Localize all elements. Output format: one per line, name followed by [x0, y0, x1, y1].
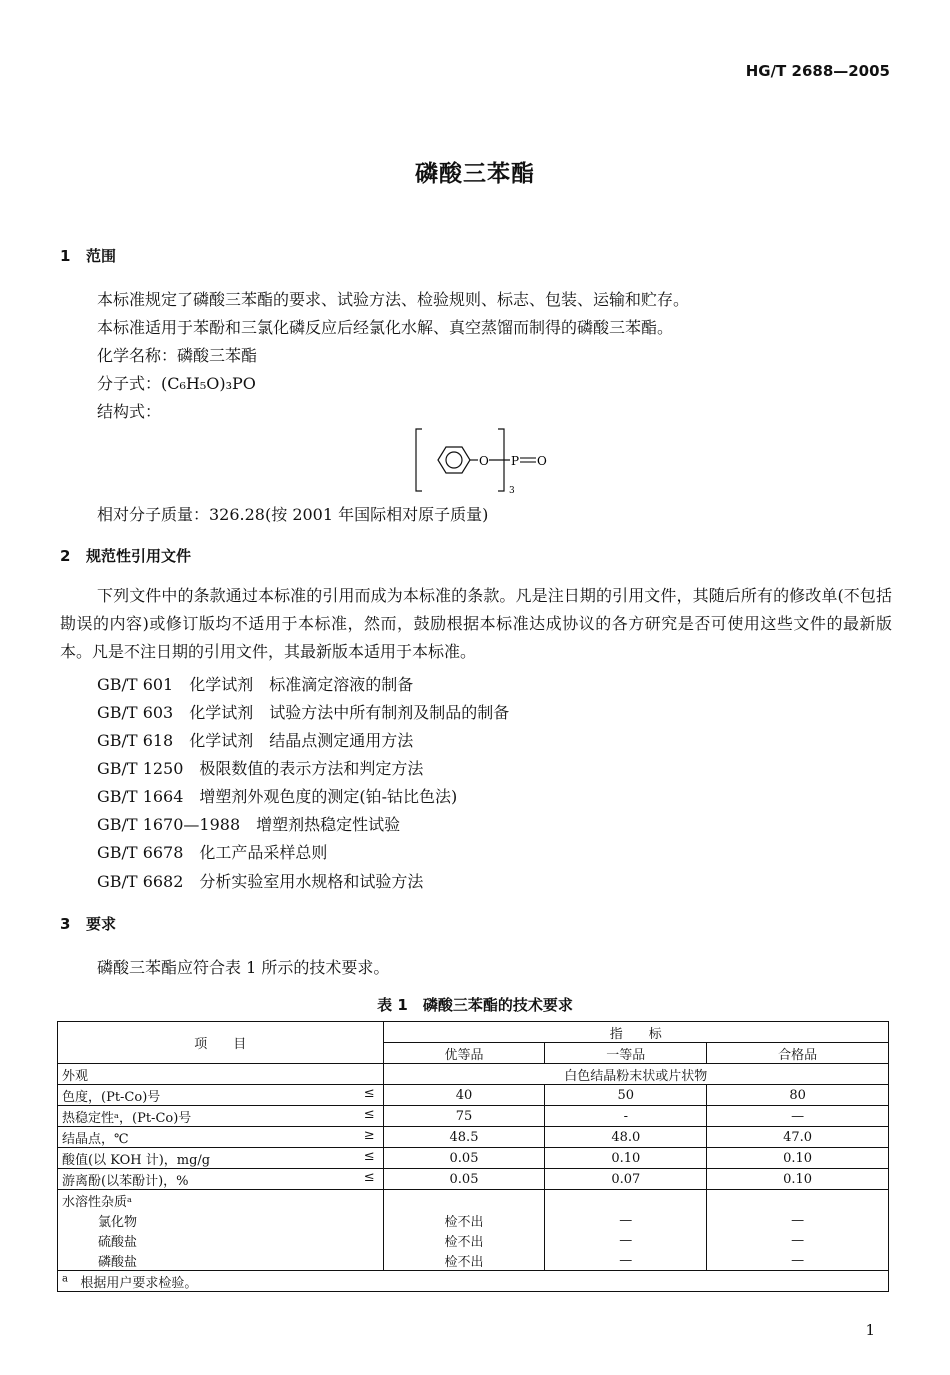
requirements-intro: 磷酸三苯酯应符合表 1 所示的技术要求。 [97, 958, 390, 977]
reference-title: 化学试剂 标准滴定溶液的制备 [189, 675, 414, 694]
value-cell: 0.05 [383, 1148, 545, 1169]
grade-header: 一等品 [545, 1043, 707, 1064]
bracket-subscript: 3 [509, 486, 515, 495]
empty-cell [383, 1190, 545, 1211]
table-row [58, 1127, 889, 1148]
value-cell: — [545, 1210, 707, 1230]
item-name: 磷酸盐 [58, 1250, 384, 1271]
table-row [58, 1085, 889, 1106]
reference-item [97, 840, 327, 863]
reference-code: GB/T 603 [97, 703, 174, 722]
reference-code: GB/T 1250 [97, 759, 184, 778]
item-name: 结晶点，℃ [62, 1131, 129, 1147]
standard-code: HG/T 2688—2005 [745, 62, 890, 80]
reference-item [97, 728, 413, 751]
reference-code: GB/T 1664 [97, 787, 184, 806]
structural-formula-diagram [412, 427, 562, 495]
item-name: 氯化物 [58, 1210, 384, 1230]
value-cell: 0.07 [545, 1169, 707, 1190]
table-row [58, 1169, 889, 1190]
table-row [58, 1210, 889, 1230]
value-cell: — [707, 1106, 889, 1127]
footnote-text: 根据用户要求检验。 [80, 1275, 198, 1291]
reference-code: GB/T 618 [97, 731, 174, 750]
table-row [58, 1250, 889, 1271]
value-cell: 47.0 [707, 1127, 889, 1148]
item-name: 酸值(以 KOH 计)，mg/g [62, 1152, 211, 1168]
value-cell: 检不出 [383, 1250, 545, 1271]
table-caption: 表 1 磷酸三苯酯的技术要求 [377, 996, 573, 1014]
value-cell: — [707, 1230, 889, 1250]
item-cell [58, 1127, 384, 1148]
limit-symbol: ≤ [363, 1107, 375, 1122]
item-name: 热稳定性ᵃ，(Pt-Co)号 [62, 1110, 192, 1126]
item-cell [58, 1085, 384, 1106]
limit-symbol: ≤ [363, 1170, 375, 1185]
reference-title: 增塑剂热稳定性试验 [256, 815, 401, 834]
reference-code: GB/T 1670—1988 [97, 815, 241, 834]
appearance-value: 白色结晶粉末状或片状物 [383, 1064, 888, 1085]
value-cell: 80 [707, 1085, 889, 1106]
item-header: 项 目 [58, 1022, 384, 1064]
table-row [58, 1148, 889, 1169]
table-footnote [58, 1271, 889, 1292]
table-row [58, 1190, 889, 1211]
molecular-mass: 相对分子质量：326.28(按 2001 年国际相对原子质量) [97, 505, 489, 524]
table-row [58, 1106, 889, 1127]
table-row [58, 1064, 889, 1085]
value-cell: 40 [383, 1085, 545, 1106]
table-header-row [58, 1022, 889, 1043]
value-cell: — [545, 1230, 707, 1250]
limit-symbol: ≥ [363, 1128, 375, 1143]
chemical-name: 化学名称：磷酸三苯酯 [97, 346, 258, 365]
reference-title: 分析实验室用水规格和试验方法 [199, 872, 424, 891]
value-cell: 48.0 [545, 1127, 707, 1148]
indicator-header: 指 标 [383, 1022, 888, 1043]
item-name: 色度，(Pt-Co)号 [62, 1089, 161, 1105]
reference-title: 化工产品采样总则 [199, 843, 328, 862]
reference-title: 化学试剂 试验方法中所有制剂及制品的制备 [189, 703, 510, 722]
item-cell [58, 1148, 384, 1169]
reference-code: GB/T 6678 [97, 843, 184, 862]
structure-label: 结构式： [97, 402, 162, 421]
section-number: 1 [60, 247, 71, 265]
table-row [58, 1230, 889, 1250]
item-name: 游离酚(以苯酚计)，% [62, 1173, 189, 1189]
molecular-formula: 分子式：(C₆H₅O)₃PO [97, 374, 256, 393]
value-cell: — [707, 1250, 889, 1271]
empty-cell [545, 1190, 707, 1211]
page-number: 1 [865, 1321, 875, 1339]
reference-item [97, 869, 423, 892]
reference-code: GB/T 6682 [97, 872, 184, 891]
value-cell: 0.10 [707, 1148, 889, 1169]
item-cell [58, 1106, 384, 1127]
reference-title: 增塑剂外观色度的测定(铂-钴比色法) [199, 787, 458, 806]
value-cell: 0.10 [545, 1148, 707, 1169]
grade-header: 优等品 [383, 1043, 545, 1064]
document-title: 磷酸三苯酯 [415, 161, 535, 187]
benzene-ring [438, 447, 470, 473]
reference-item [97, 756, 423, 779]
footnote-mark: a [62, 1273, 68, 1285]
normative-references-paragraph: 下列文件中的条款通过本标准的引用而成为本标准的条款。凡是注日期的引用文件，其随后所有的修改单(不包括勘误的内容)或修订版均不适用于本标准，然而，鼓励根据本标准达成协议的各方研究是否可使用这些文件的最新版本。凡是不注日期的引用文件，其最新版本适用于本标准。 [60, 586, 892, 661]
item-name: 硫酸盐 [58, 1230, 384, 1250]
value-cell: 检不出 [383, 1210, 545, 1230]
section-title: 规范性引用文件 [86, 547, 192, 565]
value-cell: 0.10 [707, 1169, 889, 1190]
limit-symbol: ≤ [363, 1149, 375, 1164]
oxygen-double-bond-atom: O [537, 454, 547, 468]
section-number: 2 [60, 547, 71, 565]
scope-line-1: 本标准规定了磷酸三苯酯的要求、试验方法、检验规则、标志、包装、运输和贮存。 [97, 290, 690, 309]
reference-title: 化学试剂 结晶点测定通用方法 [189, 731, 414, 750]
phosphorus-atom: P [511, 454, 520, 468]
section-1-heading [60, 245, 116, 266]
reference-code: GB/T 601 [97, 675, 174, 694]
empty-cell [707, 1190, 889, 1211]
item-cell [58, 1169, 384, 1190]
water-group-label: 水溶性杂质ᵃ [58, 1190, 384, 1211]
value-cell: — [707, 1210, 889, 1230]
reference-item [97, 700, 509, 723]
value-cell: 75 [383, 1106, 545, 1127]
section-3-heading [60, 913, 116, 934]
reference-item [97, 672, 413, 695]
value-cell: 0.05 [383, 1169, 545, 1190]
technical-requirements-table [57, 1021, 889, 1292]
grade-header: 合格品 [707, 1043, 889, 1064]
left-bracket [416, 429, 422, 491]
reference-item [97, 784, 457, 807]
value-cell: - [545, 1106, 707, 1127]
value-cell: — [545, 1250, 707, 1271]
scope-line-2: 本标准适用于苯酚和三氯化磷反应后经氯化水解、真空蒸馏而制得的磷酸三苯酯。 [97, 318, 674, 337]
reference-item [97, 812, 400, 835]
item-name: 外观 [58, 1064, 384, 1085]
value-cell: 48.5 [383, 1127, 545, 1148]
value-cell: 检不出 [383, 1230, 545, 1250]
reference-title: 极限数值的表示方法和判定方法 [199, 759, 424, 778]
section-2-heading [60, 545, 191, 566]
section-number: 3 [60, 915, 71, 933]
value-cell: 50 [545, 1085, 707, 1106]
limit-symbol: ≤ [363, 1086, 375, 1101]
section-title: 要求 [86, 915, 117, 933]
section-title: 范围 [86, 247, 117, 265]
oxygen-atom: O [479, 454, 489, 468]
table-footnote-row [58, 1271, 889, 1292]
